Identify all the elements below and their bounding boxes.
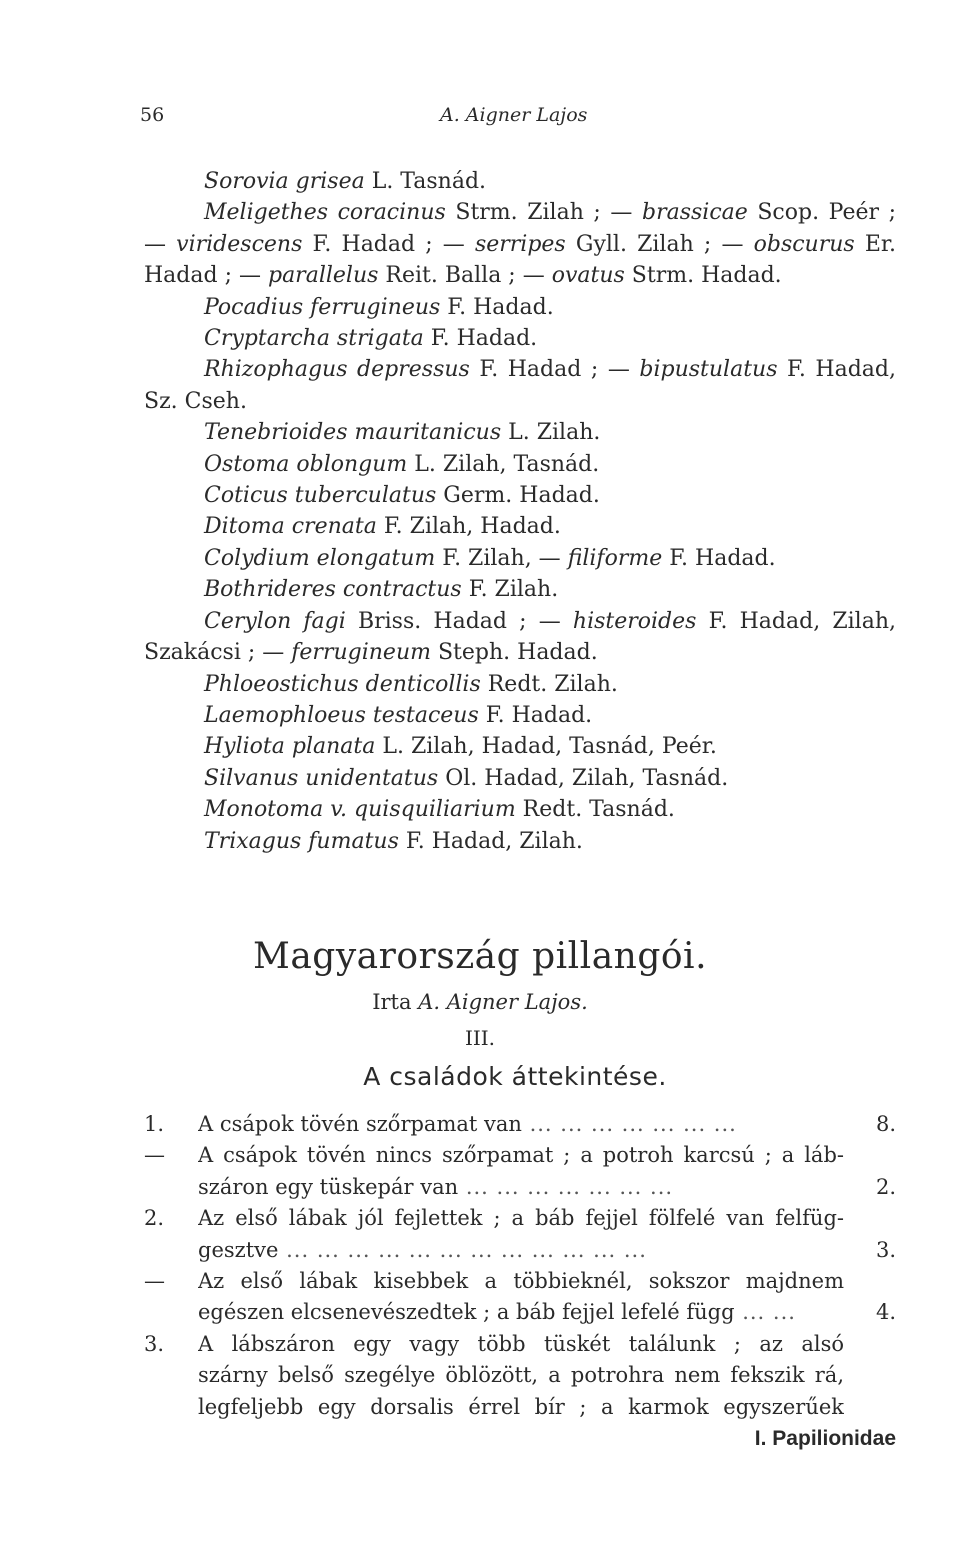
species-entry [144,197,896,291]
taxon-name: filiforme [567,545,663,571]
key-text: szárny belső szegélye öblözött, a potrohra nem fekszik rá, [198,1363,844,1388]
key-row [144,1203,896,1234]
locality-text: F. Hadad. [440,294,554,320]
locality-text: Strm. Hadad. [624,263,782,289]
article-byline [0,990,960,1014]
key-row [144,1109,896,1140]
species-entry [144,449,896,480]
species-entry [144,669,896,700]
taxon-name: parallelus [267,263,379,289]
locality-text: Ol. Hadad, Zilah, Tasnád. [438,765,729,791]
locality-text: F. Zilah. [461,577,559,603]
species-entry [144,731,896,762]
species-entry [144,606,896,669]
locality-text: F. Hadad. [478,702,593,728]
locality-text: Steph. Hadad. [430,640,598,666]
taxon-name: viridescens [176,231,303,257]
taxon-name: Colydium elongatum [204,545,436,571]
species-entry [144,166,896,197]
leader-dots: ... ... ... ... ... ... ... [458,1174,674,1199]
key-row [144,1360,896,1391]
taxon-name: brassicae [641,200,748,226]
key-step-number: — [144,1143,165,1168]
family-name: I. Papilionidae [754,1426,896,1450]
leader-dots: ... ... ... ... ... ... ... [521,1112,737,1136]
key-target: 3. [875,1237,896,1262]
species-entry [144,826,896,857]
key-text: A lábszáron egy vagy több tüskét találunk ; az alsó [198,1331,844,1356]
key-step-number: 3. [144,1331,165,1356]
locality-text: F. Hadad, Sz. Cseh. [144,357,896,414]
byline-author: A. Aigner Lajos. [418,990,588,1014]
locality-text: Redt. Zilah. [480,671,618,697]
species-entry [144,354,896,417]
key-row [144,1140,896,1171]
key-text: A csápok tövén szőrpamat van [198,1112,522,1136]
species-entry [144,700,896,731]
taxon-name: obscurus [753,231,855,257]
key-description [198,1360,844,1391]
key-description [198,1109,844,1140]
taxon-name: serripes [474,231,566,257]
locality-text: Germ. Hadad. [436,483,600,509]
species-list [144,166,896,857]
key-target: 2. [875,1174,896,1199]
taxon-name: Pocadius ferrugineus [204,294,441,320]
key-text: gesztve [198,1237,279,1262]
locality-text: L. Zilah, Hadad, Tasnád, Peér. [375,734,717,760]
leader-dots: ... ... [734,1300,796,1325]
article-title: Magyarország pillangói. [252,936,708,977]
species-entry [144,480,896,511]
locality-text: F. Hadad. [423,326,538,352]
byline-prefix: Irta [372,990,412,1014]
key-target: 4. [875,1300,896,1325]
key-row [144,1172,896,1203]
species-entry [144,292,896,323]
key-description [198,1297,844,1328]
locality-text: L. Zilah. [501,420,601,446]
locality-text: F. Hadad ; — [302,231,475,257]
species-entry [144,417,896,448]
locality-text: Er. Hadad ; — [144,231,897,289]
locality-text: L. Zilah, Tasnád. [407,451,600,477]
identification-key [144,1109,896,1454]
taxon-name: Laemophloeus testaceus [204,702,479,728]
locality-text: F. Hadad, Zilah. [398,828,583,854]
taxon-name: Ditoma crenata [204,514,377,540]
species-entry [144,794,896,825]
locality-text: Scop. Peér ; — [144,200,896,257]
taxon-name: Ostoma oblongum [204,451,408,477]
key-description [198,1140,844,1171]
key-row [144,1423,896,1454]
species-entry [144,323,896,354]
taxon-name: bipustulatus [639,357,778,383]
part-number: III. [464,1026,496,1050]
species-entry [144,763,896,794]
taxon-name: Tenebrioides mauritanicus [204,420,502,446]
key-text: A csápok tövén nincs szőrpamat ; a potroh karcsú ; a láb- [198,1143,844,1168]
locality-text: F. Zilah, Hadad. [376,514,561,540]
key-row [144,1266,896,1297]
locality-text: F. Zilah, — [435,545,568,571]
taxon-name: ovatus [551,263,625,289]
key-text: Az első lábak kisebbek a többieknél, sokszor majdnem [198,1268,844,1293]
locality-text: Redt. Tasnád. [515,797,675,823]
locality-text: F. Hadad. [662,545,776,571]
taxon-name: Trixagus fumatus [204,828,399,854]
species-entry [144,511,896,542]
key-text: száron egy tüskepár van [198,1174,459,1199]
taxon-name: Rhizophagus depressus [204,357,470,383]
locality-text: Strm. Zilah ; — [445,200,642,226]
key-step-number: 2. [144,1206,165,1231]
taxon-name: Sorovia grisea [204,169,365,194]
taxon-name: Cryptarcha strigata [204,326,424,352]
species-entry [144,574,896,605]
locality-text: Gyll. Zilah ; — [565,231,754,257]
key-description [198,1329,844,1360]
locality-text: F. Hadad ; — [469,357,640,383]
key-description [198,1235,844,1266]
taxon-name: Bothrideres contractus [204,577,462,603]
page-number: 56 [140,104,165,126]
taxon-name: Phloeostichus denticollis [204,671,481,697]
locality-text: Reit. Balla ; — [378,263,552,289]
section-subtitle: A családok áttekintése. [363,1062,667,1091]
key-text: Az első lábak jól fejlettek ; a báb fejjel fölfelé van felfüg- [198,1206,844,1231]
taxon-name: Hyliota planata [204,734,376,760]
taxon-name: Silvanus unidentatus [204,765,439,791]
key-description [198,1392,844,1423]
key-row [144,1297,896,1328]
key-description [198,1203,844,1234]
key-text: egészen elcsenevészedtek ; a báb fejjel lefelé függ [198,1300,735,1325]
key-row [144,1329,896,1360]
key-description [198,1172,844,1203]
key-text: legfeljebb egy dorsalis érrel bír ; a karmok egyszerűek [198,1394,844,1419]
species-entry [144,543,896,574]
key-description [198,1266,844,1297]
taxon-name: Meligethes coracinus [204,200,446,226]
running-author: A. Aigner Lajos [440,104,588,126]
locality-text: F. Hadad, Zilah, Szakácsi ; — [144,608,896,666]
key-target: 8. [875,1112,896,1136]
key-step-number: — [144,1268,165,1293]
taxon-name: Coticus tuberculatus [204,483,437,509]
key-row [144,1235,896,1266]
taxon-name: Cerylon fagi [204,608,346,634]
key-step-number: 1. [144,1112,165,1136]
taxon-name: histeroides [572,608,697,634]
locality-text: Briss. Hadad ; — [345,608,573,634]
key-row [144,1392,896,1423]
taxon-name: Monotoma v. quisquiliarium [204,797,516,823]
taxon-name: ferrugineum [291,640,431,666]
locality-text: L. Tasnád. [364,169,487,194]
leader-dots: ... ... ... ... ... ... ... ... ... ... ... ... [278,1237,647,1262]
